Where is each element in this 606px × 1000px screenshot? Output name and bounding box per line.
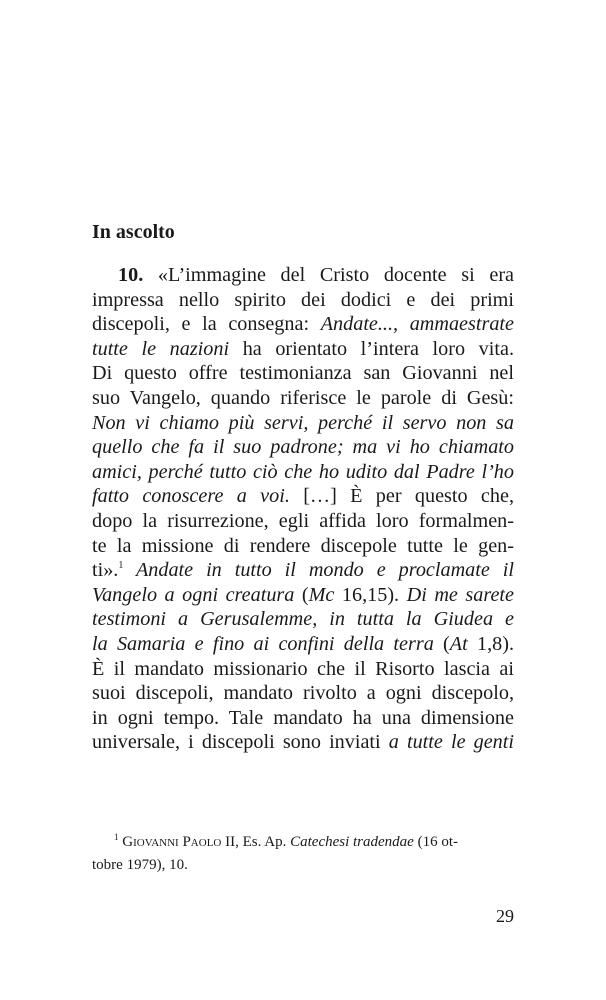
scripture-quote: Vangelo a ogni creatura (92, 583, 295, 606)
text-line: in ogni tempo. Tale mandato ha una dimensione (92, 706, 514, 729)
text-line: suo Vangelo, quando riferisce le parole di Gesù: (92, 386, 514, 409)
scripture-quote: Andate..., ammaestrate (320, 313, 514, 336)
text-line: tutte le nazioni ha orientato l’intera loro vita. (92, 337, 514, 360)
footnote-work-title: Catechesi tradendae (290, 834, 414, 850)
scripture-quote: quello che fa il suo padrone; ma vi ho chiamato (92, 436, 514, 459)
text-line: te la missione di rendere discepole tutte le gen- (92, 534, 514, 557)
footnote-mark: 1 (114, 832, 119, 842)
scripture-quote: Andate in tutto il mondo e proclamate il (123, 559, 514, 582)
text-line (92, 411, 514, 436)
text-line: universale, i discepoli sono inviati a tutte le genti (92, 731, 514, 754)
footnote (92, 831, 514, 876)
scripture-quote: a tutte le genti (388, 731, 514, 754)
text-line: dopo la risurrezione, egli affida loro formalmen- (92, 509, 514, 532)
scripture-quote: Di me sarete (406, 583, 514, 606)
text-line: Di questo offre testimonianza san Giovanni nel (92, 362, 514, 385)
text-line (92, 607, 514, 632)
text-line: la Samaria e fino ai confini della terra (At 1,8). (92, 632, 514, 655)
text-line: È il mandato missionario che il Risorto lascia ai (92, 657, 514, 680)
paragraph-10 (92, 263, 514, 755)
text-line: 10. «L’immagine del Cristo docente si era (92, 263, 514, 288)
scripture-quote: amici, perché tutto ciò che ho udito dal Padre l’ho (92, 460, 514, 483)
text-line: impressa nello spirito dei dodici e dei primi (92, 288, 514, 311)
text-line: suoi discepoli, mandato rivolto a ogni discepolo, (92, 682, 514, 705)
scripture-quote: Non vi chiamo più servi, perché il servo non sa (92, 411, 514, 434)
paragraph-number: 10. (118, 264, 144, 286)
footnote-line: tobre 1979), 10. (92, 856, 188, 873)
text-line (92, 460, 514, 485)
section-heading: In ascolto (92, 221, 175, 243)
scripture-quote: tutte le nazioni (92, 337, 230, 360)
text-line: Vangelo a ogni creatura (Mc 16,15). Di me sarete (92, 583, 514, 606)
text-line: ti».$^1$ Andate in tutto il mondo e proclamate il (92, 559, 514, 582)
footnote-author: Giovanni Paolo II (122, 834, 236, 850)
footnote-reference: 1 (118, 560, 124, 572)
book-abbreviation: Mc (308, 583, 335, 606)
book-abbreviation: At (449, 632, 468, 655)
footnote-line: $^1$ Giovanni Paolo II, Es. Ap. Catechesi tradendae (16 ot- (114, 832, 459, 850)
text-line: discepoli, e la consegna: Andate..., ammaestrate (92, 313, 514, 336)
text-line: fatto conoscere a voi. […] È per questo che, (92, 485, 514, 508)
scripture-quote: fatto conoscere a voi. (92, 485, 290, 508)
page-number: 29 (496, 906, 514, 926)
text-line (92, 435, 514, 460)
scripture-quote: la Samaria e fino ai confini della terra (92, 632, 434, 655)
scripture-quote: testimoni a Gerusalemme, in tutta la Giudea e (92, 608, 514, 631)
